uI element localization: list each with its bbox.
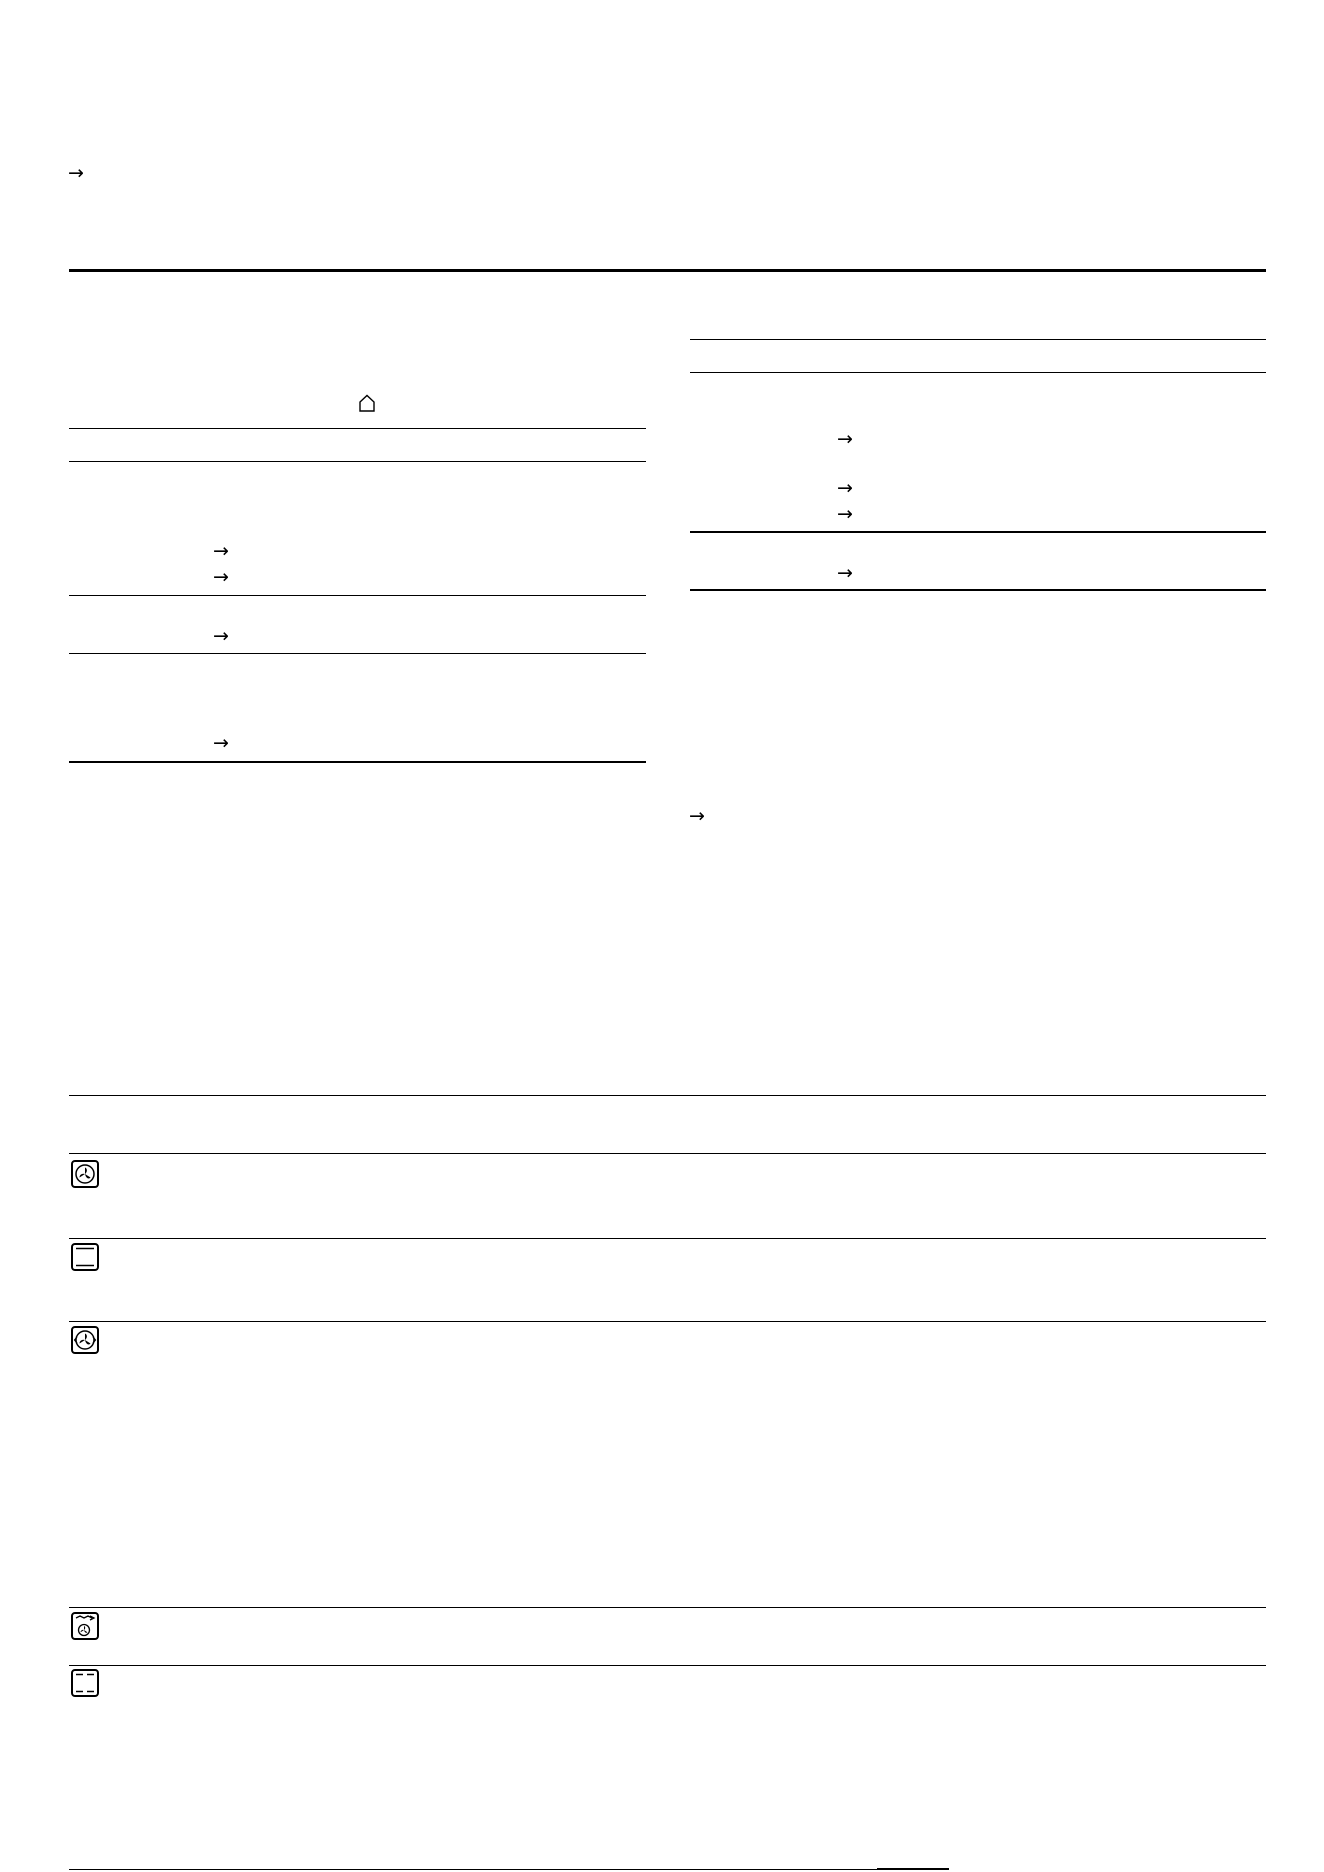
heating-row-divider-4: [69, 1665, 1266, 1666]
heating-row-divider-2: [69, 1321, 1266, 1322]
left-row-divider-1: [69, 595, 646, 596]
section-rule: [69, 269, 1266, 272]
heating-table-top-rule: [69, 1095, 1266, 1096]
right-table-bottom-rule: [690, 589, 1266, 591]
right-table-header-top-rule: [690, 339, 1266, 340]
bottom-heat-icon: [70, 1668, 100, 1698]
right-table-header-bottom-rule: [690, 372, 1266, 373]
left-table-bottom-rule: [69, 761, 646, 763]
right-row1-arrow-3: →: [837, 503, 853, 525]
right-row1-arrow-2: →: [837, 477, 853, 499]
footer-rule: [69, 1869, 949, 1870]
hot-air-grill-icon: [70, 1611, 100, 1641]
heating-row-divider-3: [69, 1607, 1266, 1608]
right-row2-arrow: →: [837, 562, 853, 584]
top-bottom-heat-icon: [70, 1242, 100, 1272]
left-table-header-top-rule: [69, 428, 646, 429]
left-row-divider-2: [69, 653, 646, 654]
heating-row-divider-1: [69, 1238, 1266, 1239]
left-row3-arrow: →: [213, 732, 229, 754]
left-table-header-bottom-rule: [69, 461, 646, 462]
footer-rule-accent: [877, 1868, 949, 1870]
hot-air-eco-icon: [70, 1325, 100, 1355]
intro-arrow: →: [68, 162, 84, 184]
left-row1-arrow-1: →: [213, 540, 229, 562]
heating-table-header-rule: [69, 1153, 1266, 1154]
right-row1-arrow-1: →: [837, 428, 853, 450]
right-row-divider-1: [690, 531, 1266, 533]
left-row1-arrow-2: →: [213, 566, 229, 588]
home-icon: [357, 393, 377, 413]
hot-air-icon: [70, 1159, 100, 1189]
right-text-arrow: →: [689, 805, 705, 827]
left-row2-arrow: →: [213, 625, 229, 647]
